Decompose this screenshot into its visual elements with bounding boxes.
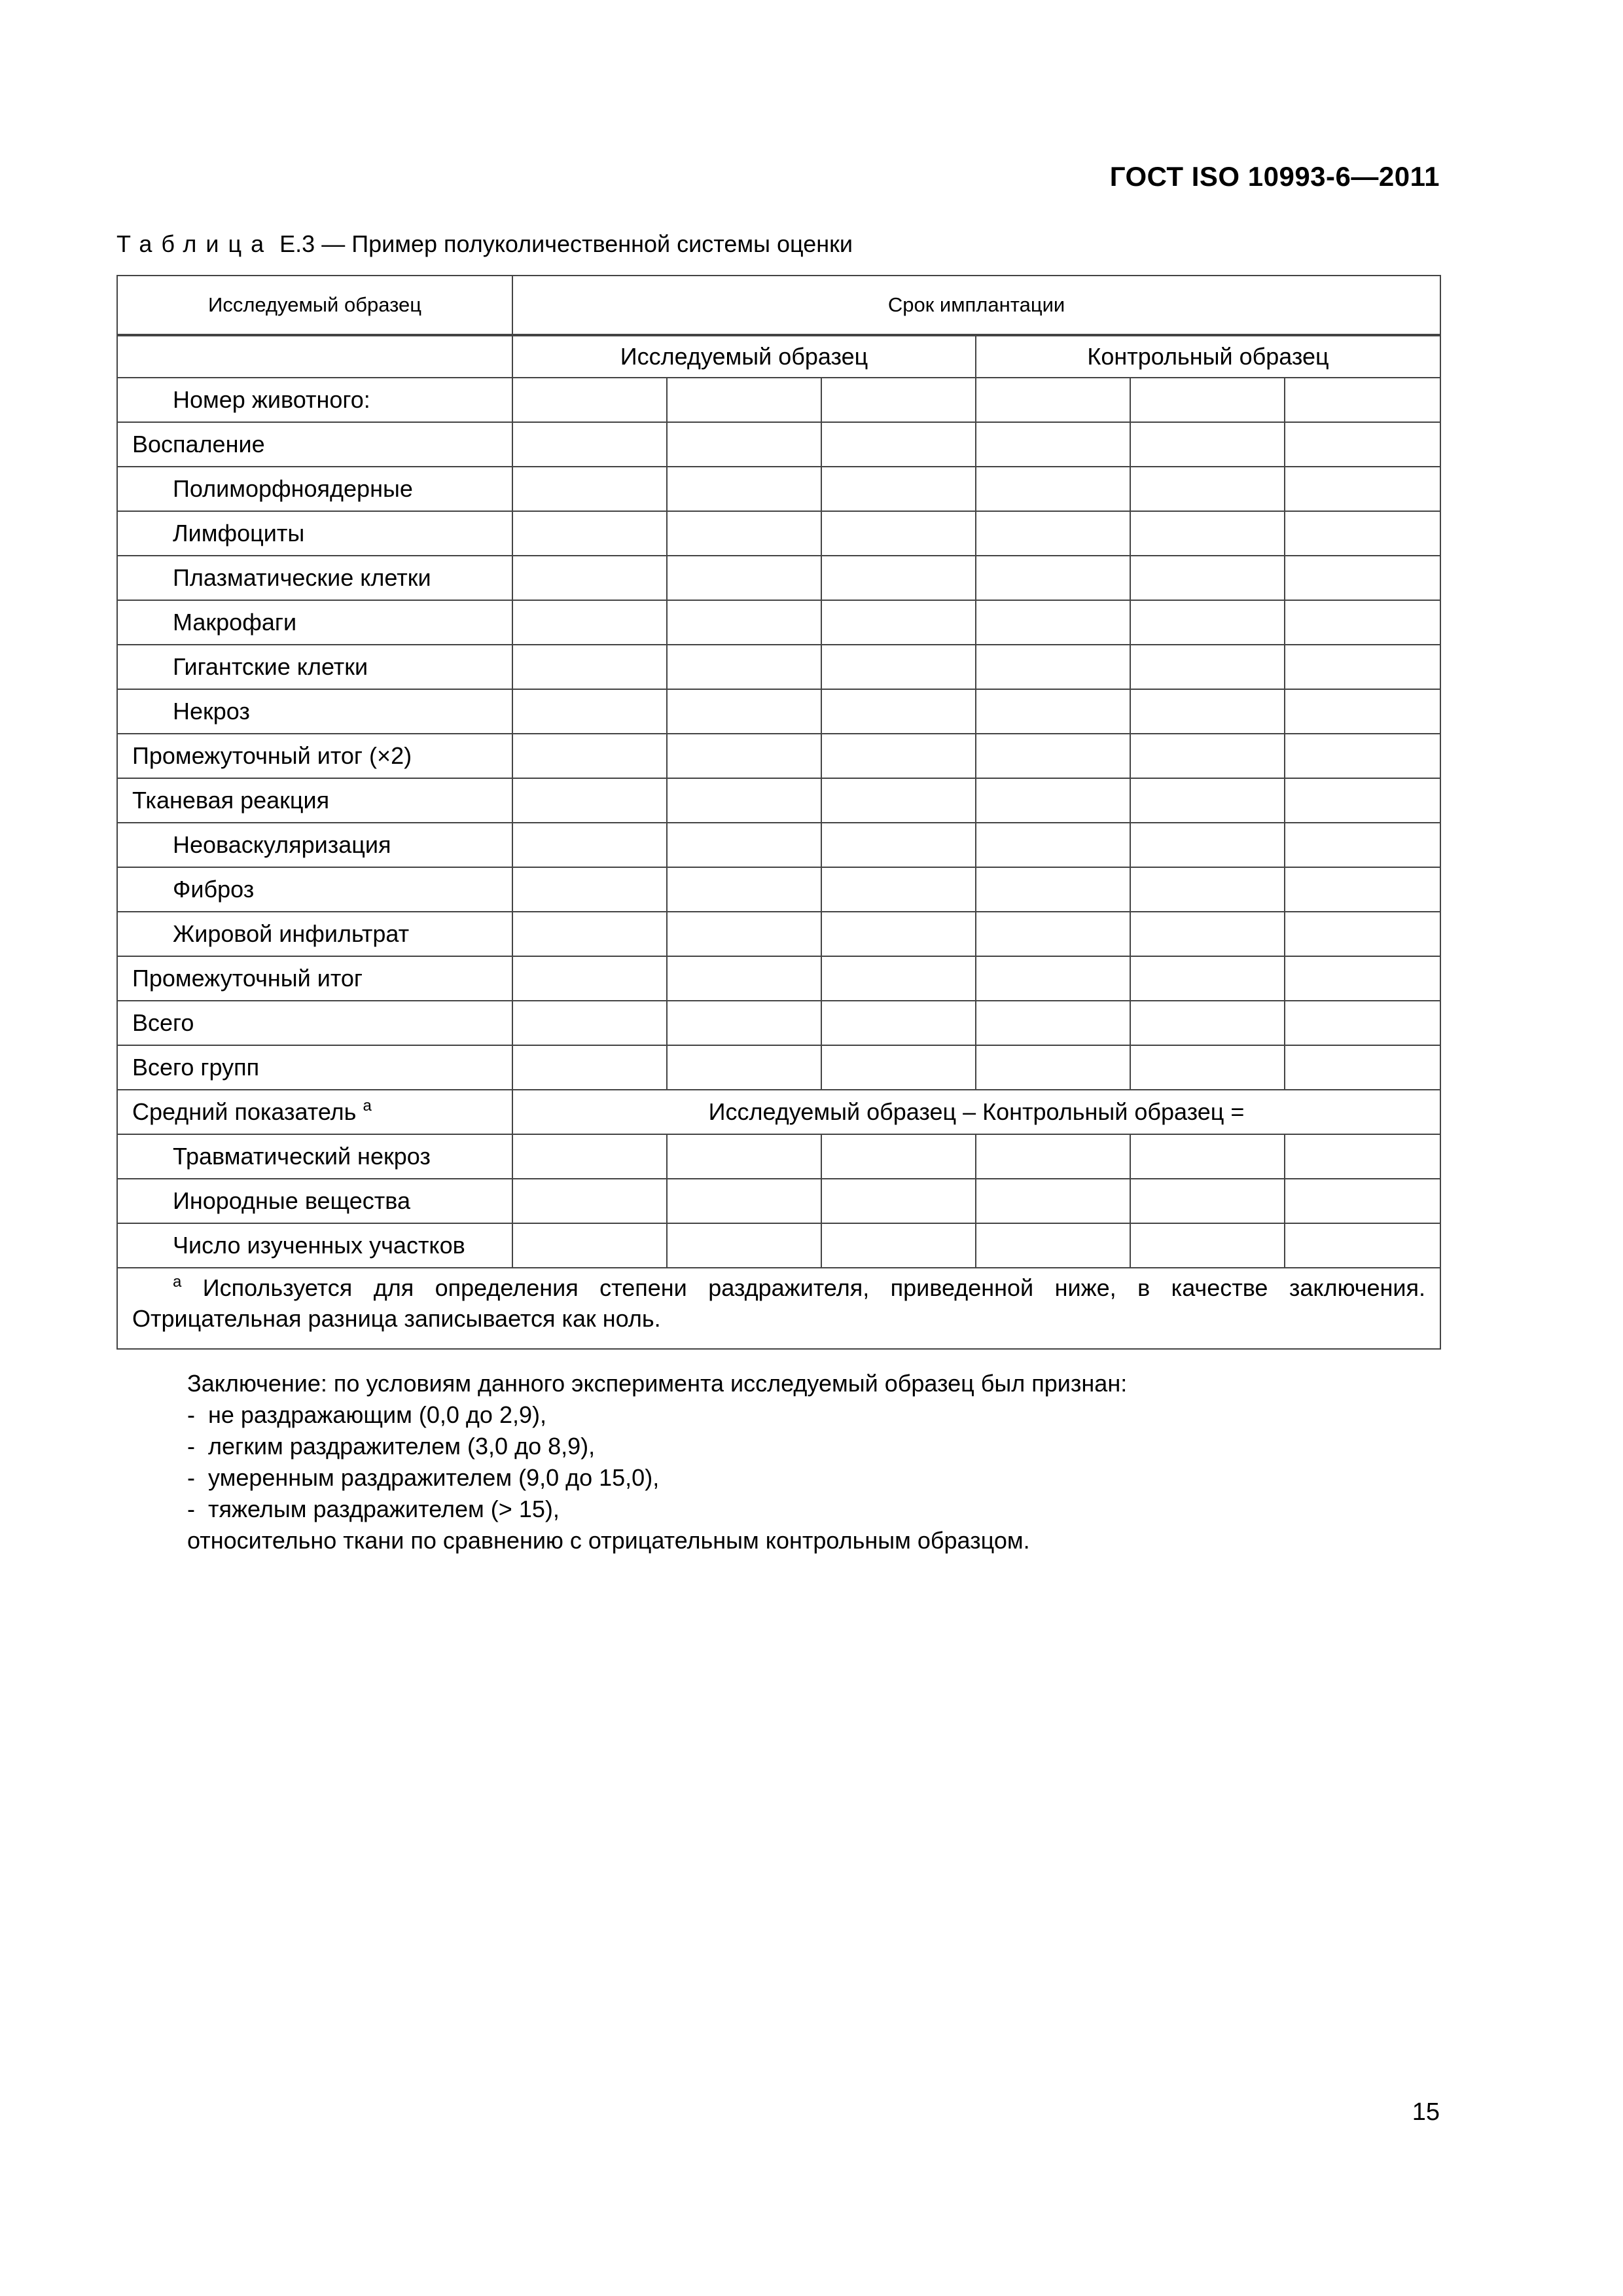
score-cell [1285, 689, 1440, 734]
score-cell [667, 1179, 821, 1223]
score-cell [512, 511, 667, 556]
score-cell [1130, 556, 1285, 600]
score-cell [976, 867, 1130, 912]
score-cell [976, 378, 1130, 422]
score-cell [1130, 734, 1285, 778]
table-row [117, 600, 1440, 645]
score-cell [1285, 556, 1440, 600]
row-label: Число изученных участков [117, 1223, 512, 1268]
table-row [117, 778, 1440, 823]
table-row [117, 1134, 1440, 1179]
score-cell [1130, 1223, 1285, 1268]
score-cell [1285, 912, 1440, 956]
score-cell [976, 645, 1130, 689]
score-cell [667, 600, 821, 645]
table-row [117, 422, 1440, 467]
score-cell [821, 867, 976, 912]
score-cell [512, 600, 667, 645]
score-cell [821, 1134, 976, 1179]
score-cell [667, 467, 821, 511]
table-row [117, 1045, 1440, 1090]
table-row [117, 1001, 1440, 1045]
score-cell [1130, 645, 1285, 689]
score-cell [1130, 422, 1285, 467]
score-cell [667, 1223, 821, 1268]
score-cell [1285, 1223, 1440, 1268]
score-cell [667, 556, 821, 600]
score-cell [667, 645, 821, 689]
score-cell [1285, 778, 1440, 823]
score-cell [1130, 1001, 1285, 1045]
score-cell [976, 689, 1130, 734]
row-label: Неоваскуляризация [117, 823, 512, 867]
score-cell [1130, 467, 1285, 511]
conclusion-item: - тяжелым раздражителем (> 15), [187, 1496, 560, 1522]
table-row [117, 823, 1440, 867]
footnote-text: Используется для определения степени раздражителя, приведенной ниже, в качестве заключения. Отрицательная разница записывается как ноль. [132, 1274, 1426, 1332]
score-cell [976, 1223, 1130, 1268]
score-cell [1285, 1179, 1440, 1223]
header-empty-cell [117, 335, 512, 378]
score-cell [976, 600, 1130, 645]
score-cell [1285, 867, 1440, 912]
footnote-marker: а [173, 1273, 182, 1291]
average-formula: Исследуемый образец – Контрольный образец = [512, 1090, 1440, 1134]
row-label: Плазматические клетки [117, 556, 512, 600]
score-cell [821, 600, 976, 645]
caption-number: Е.3 [279, 230, 315, 257]
score-cell [1130, 600, 1285, 645]
score-cell [512, 689, 667, 734]
row-label: Травматический некроз [117, 1134, 512, 1179]
row-label: Фиброз [117, 867, 512, 912]
row-label: Жировой инфильтрат [117, 912, 512, 956]
score-cell [512, 556, 667, 600]
score-cell [1130, 867, 1285, 912]
score-cell [821, 689, 976, 734]
conclusion-outro: относительно ткани по сравнению с отрицательным контрольным образцом. [187, 1527, 1030, 1554]
row-label: Всего [117, 1001, 512, 1045]
score-cell [667, 422, 821, 467]
score-cell [1130, 956, 1285, 1001]
row-label: Воспаление [117, 422, 512, 467]
table-row [117, 734, 1440, 778]
table-row [117, 556, 1440, 600]
score-cell [1285, 734, 1440, 778]
score-cell [512, 1001, 667, 1045]
score-cell [821, 823, 976, 867]
score-cell [1285, 422, 1440, 467]
score-cell [976, 1179, 1130, 1223]
row-label: Гигантские клетки [117, 645, 512, 689]
score-cell [1285, 378, 1440, 422]
conclusion-block [187, 1368, 1431, 1556]
conclusion-item: - не раздражающим (0,0 до 2,9), [187, 1401, 546, 1428]
document-code: ГОСТ ISO 10993-6—2011 [1109, 161, 1440, 192]
caption-title: — Пример полуколичественной системы оценки [321, 230, 853, 257]
score-cell [976, 823, 1130, 867]
score-cell [1130, 1134, 1285, 1179]
conclusion-item: - умеренным раздражителем (9,0 до 15,0), [187, 1464, 660, 1491]
score-cell [821, 467, 976, 511]
score-cell [976, 912, 1130, 956]
score-cell [512, 1223, 667, 1268]
header-test-group: Исследуемый образец [512, 335, 976, 378]
header-sample: Исследуемый образец [117, 276, 512, 335]
footnote-marker: а [363, 1097, 372, 1115]
caption-label: Таблица [116, 230, 274, 257]
score-cell [821, 1179, 976, 1223]
score-cell [1130, 912, 1285, 956]
row-label: Инородные вещества [117, 1179, 512, 1223]
page-number: 15 [1412, 2098, 1440, 2126]
score-cell [1285, 600, 1440, 645]
table-row [117, 645, 1440, 689]
score-cell [512, 467, 667, 511]
score-cell [667, 378, 821, 422]
score-cell [667, 1001, 821, 1045]
header-implant-period: Срок имплантации [512, 276, 1440, 335]
score-cell [512, 1045, 667, 1090]
conclusion-item: - легким раздражителем (3,0 до 8,9), [187, 1433, 596, 1460]
score-cell [1130, 823, 1285, 867]
score-cell [821, 956, 976, 1001]
score-cell [512, 1134, 667, 1179]
score-cell [512, 645, 667, 689]
score-cell [821, 556, 976, 600]
score-cell [1285, 1045, 1440, 1090]
score-cell [512, 867, 667, 912]
score-cell [1285, 1134, 1440, 1179]
score-cell [821, 511, 976, 556]
score-cell [976, 734, 1130, 778]
score-cell [976, 1045, 1130, 1090]
score-cell [512, 734, 667, 778]
score-cell [821, 912, 976, 956]
score-cell [512, 378, 667, 422]
score-cell [821, 1001, 976, 1045]
row-label: Номер животного: [117, 378, 512, 422]
score-cell [512, 778, 667, 823]
score-cell [512, 422, 667, 467]
row-label [117, 1090, 512, 1134]
table-row [117, 1179, 1440, 1223]
score-cell [667, 823, 821, 867]
score-cell [667, 1045, 821, 1090]
score-cell [1130, 778, 1285, 823]
table-row [117, 956, 1440, 1001]
table-row [117, 467, 1440, 511]
footnote-row [117, 1268, 1440, 1349]
table-row [117, 912, 1440, 956]
average-label: Средний показатель [132, 1098, 357, 1125]
score-cell [1285, 956, 1440, 1001]
score-cell [1285, 511, 1440, 556]
table-caption [116, 230, 853, 258]
table-row [117, 378, 1440, 422]
score-cell [821, 1223, 976, 1268]
score-cell [512, 912, 667, 956]
header-row-1 [117, 276, 1440, 335]
score-cell [1130, 1045, 1285, 1090]
score-cell [976, 556, 1130, 600]
score-cell [1130, 511, 1285, 556]
row-label: Некроз [117, 689, 512, 734]
table-footnote [117, 1268, 1440, 1349]
score-cell [1285, 823, 1440, 867]
table-row [117, 511, 1440, 556]
score-cell [667, 734, 821, 778]
row-label: Всего групп [117, 1045, 512, 1090]
score-cell [667, 956, 821, 1001]
row-label: Полиморфноядерные [117, 467, 512, 511]
header-control-group: Контрольный образец [976, 335, 1440, 378]
score-cell [821, 422, 976, 467]
score-cell [976, 422, 1130, 467]
score-cell [976, 511, 1130, 556]
score-cell [1130, 689, 1285, 734]
score-cell [667, 867, 821, 912]
score-cell [667, 689, 821, 734]
table-row [117, 1223, 1440, 1268]
row-label: Промежуточный итог [117, 956, 512, 1001]
conclusion-intro: Заключение: по условиям данного эксперимента исследуемый образец был признан: [187, 1370, 1128, 1397]
row-label: Лимфоциты [117, 511, 512, 556]
score-cell [1285, 467, 1440, 511]
score-cell [512, 823, 667, 867]
score-cell [976, 778, 1130, 823]
score-cell [512, 1179, 667, 1223]
average-row [117, 1090, 1440, 1134]
scoring-table [116, 275, 1441, 1350]
score-cell [821, 734, 976, 778]
score-cell [667, 1134, 821, 1179]
score-cell [667, 511, 821, 556]
score-cell [821, 778, 976, 823]
score-cell [1285, 1001, 1440, 1045]
score-cell [976, 956, 1130, 1001]
score-cell [976, 1001, 1130, 1045]
header-row-2 [117, 335, 1440, 378]
table-row [117, 867, 1440, 912]
score-cell [512, 956, 667, 1001]
score-cell [667, 912, 821, 956]
table-row [117, 689, 1440, 734]
score-cell [821, 1045, 976, 1090]
score-cell [821, 378, 976, 422]
score-cell [1285, 645, 1440, 689]
score-cell [1130, 1179, 1285, 1223]
score-cell [821, 645, 976, 689]
row-label: Промежуточный итог (×2) [117, 734, 512, 778]
row-label: Макрофаги [117, 600, 512, 645]
score-cell [976, 1134, 1130, 1179]
score-cell [976, 467, 1130, 511]
row-label: Тканевая реакция [117, 778, 512, 823]
score-cell [667, 778, 821, 823]
score-cell [1130, 378, 1285, 422]
